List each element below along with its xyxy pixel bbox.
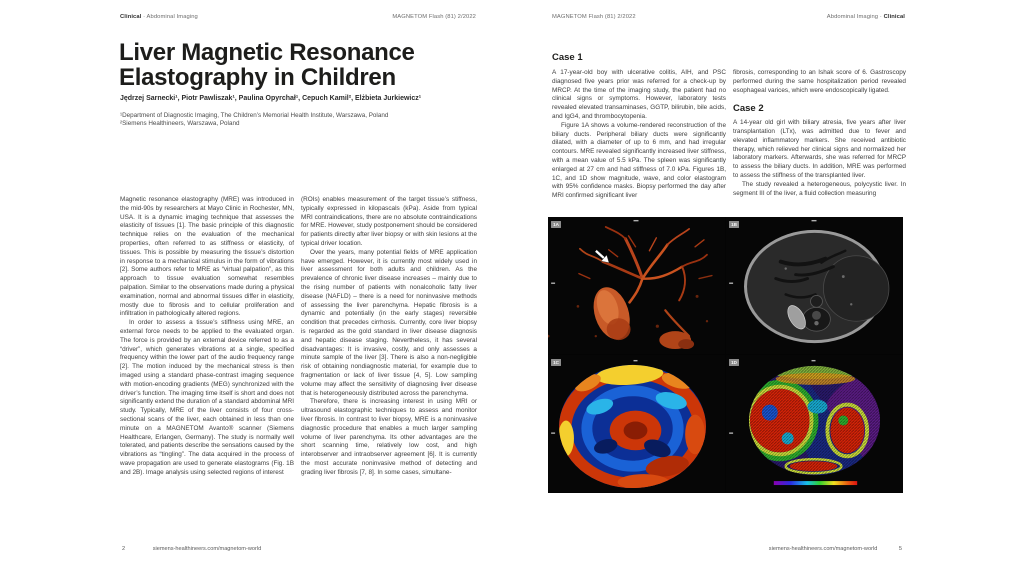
article-authors: Jędrzej Sarnecki¹, Piotr Pawliszak¹, Paulina Opyrchał¹, Cepuch Kamil², Elżbieta Jurkiewicz¹ [120,95,422,102]
body-paragraph: In order to assess a tissue’s stiffness using MRE, an external force needs to be applied to the evaluated organ. The force is provided by an external device referred to as a “driver”, which generates vibrations at a single, specified frequency within the lower part of the audio frequency range [2]. The motion induced by the mechanical stress is then imaged using a standard phase-contrast imaging sequence with motion-encoding gradients (MEG) synchronized with the driver’s function. The imaging time itself is short and does not significantly extend the duration of a standard abdominal MRI study. Typically, MRE of the liver consists of four cross-sectional scans of the liver, each obtained in less than one minute on a MAGNETOM Avanto® scanner (Siemens Healthcare, Erlangen, Germany). The study is normally well tolerated, and patients describe the sensations caused by the vibrations as “tingling”. The data acquired in the process of wave propagation are used to generate elastograms (Fig. 1B and 2B). Image analysis using selected regions of interest [120,319,294,476]
body-paragraph: Therefore, there is increasing interest in using MRI or ultrasound elastographic techniques to assess and monitor liver fibrosis. In contrast to liver biopsy, MRE is a noninvasive diagnostic procedure that enables a much larger sampling volume of liver parenchyma. Its other advantages are the short scanning time, relatively low cost, and high interobserver and intraobserver agreement [6]. It is currently the most accurate noninvasive method of detecting and grading liver fibrosis [7, 8]. In some cases, simultane- [301,398,477,476]
biliary-ducts-3d-render-image [548,217,725,354]
figure-panel-1c [548,355,725,492]
body-paragraph: A 17-year-old boy with ulcerative colitis, AIH, and PSC diagnosed five years prior was referred for a check-up by MRCP. At the time of the imaging study, the patient had no clinical signs or symptoms. However, laboratory tests revealed elevated transaminases, GGTP, bilirubin, bile acids, and IgG4, and thrombocytopenia. [552,69,726,120]
affiliation-line: ¹Department of Diagnostic Imaging, The Children’s Memorial Health Institute, Warszawa, Poland [120,112,389,119]
body-paragraph: fibrosis, corresponding to an Ishak score of 6. Gastroscopy performed during the same hospitalization period revealed esophageal varices, which were endoscopically ligated. [733,69,906,94]
page-number: 5 [898,546,902,552]
left-page-column-1 [120,196,294,478]
header-category-label: Clinical [883,14,905,20]
left-page-header-journal: MAGNETOM Flash (81) 2/2022 [392,14,476,20]
body-paragraph: A 14-year old girl with biliary atresia, five years after liver transplantation (LTx), was admitted due to fever and elevated inflammatory markers. She received antibiotic therapy, which relieved her clinical signs and normalized her laboratory markers. Afterwards, she was referred for MRCP to assess the biliary ducts. In addition, MRE was performed to assess the stiffness of the transplanted liver. [733,119,906,179]
figure-panel-1d [726,355,903,492]
case1-heading: Case 1 [552,52,583,63]
panel-label-1a: 1A [551,221,561,228]
article-title: Liver Magnetic Resonance Elastography in Children [119,39,415,91]
left-page-header-section [120,14,198,20]
right-page-header-journal: MAGNETOM Flash (81) 2/2022 [552,14,636,20]
body-paragraph: Over the years, many potential fields of MRE application have emerged. However, it is currently most widely used in liver assessment for both adults and children. As the prevalence of chronic liver disease increases – mainly due to the rising number of patients with nonalcoholic fatty liver disease (NAFLD) – there is a need for noninvasive methods of assessing the liver parenchyma. Hepatic fibrosis is a dynamic and potentially (in the early stages) reversible condition that precedes cirrhosis. Currently, core liver biopsy is regarded as the gold standard in liver disease diagnosis and hepatic disease staging. Nevertheless, it has several disadvantages: It is invasive, costly, and only assesses a minute sample of the liver [3]. There is also a non-negligible risk of obtaining nondiagnostic material, for example due to fragmentation or lack of liver tissue [4, 5]. Low sampling volume may affect the sensitivity of diagnosing liver disease that is heterogeneously distributed across the parenchyma. [301,248,477,397]
axial-mri-magnitude-image [726,217,903,354]
case2-heading: Case 2 [733,103,764,115]
footer-url: siemens-healthineers.com/magnetom-world [152,546,262,552]
body-paragraph: (ROIs) enables measurement of the target tissue’s stiffness, typically expressed in kilopascals (kPa). Aside from typical MRI contraindications, there are no absolute contraindications for MRE. However, study postponement should be considered for patients directly after liver biopsy or with skin lesions at the typical driver location. [301,196,477,247]
body-paragraph: Figure 1A shows a volume-rendered reconstruction of the biliary ducts. Peripheral biliary ducts were significantly dilated, with a diameter of up to 6 mm, and had irregular contours. MRE revealed significantly increased liver stiffness, with a mean value of 5.5 kPa. The spleen was significantly enlarged at 27 cm and had stiffness of 7.0 kPa. Figures 1B, 1C, and 1D show magnitude, wave, and color elastogram with 95% confidence masks. Biopsy performed the day after MRI confirmed significant liver [552,121,726,200]
left-page-footer [122,546,261,552]
left-page-column-2 [301,196,477,478]
mre-color-elastogram-image [726,355,903,492]
figure-panel-1a [548,217,725,354]
body-paragraph: The study revealed a heterogeneous, polycystic liver. In segment III of the liver, a fluid collection measuring [733,180,906,197]
figure-1-image-grid [548,217,903,493]
case1-column-1 [552,69,726,201]
article-affiliations [120,112,490,128]
case1-column-2 [733,69,906,198]
right-page-header-section [760,14,905,20]
panel-label-1d: 1D [729,359,739,366]
header-section-label: Abdominal Imaging · [826,14,882,20]
header-category-label: Clinical [120,14,142,20]
elastogram-color-scale-bar [774,481,857,485]
right-page-footer [640,546,902,552]
figure-panel-1b [726,217,903,354]
affiliation-line: ²Siemens Healthineers, Warszawa, Poland [120,120,240,128]
mre-wave-image [548,355,725,492]
panel-label-1c: 1C [551,359,561,366]
footer-url: siemens-healthineers.com/magnetom-world [768,546,878,552]
body-paragraph: Magnetic resonance elastography (MRE) was introduced in the mid-90s by researchers at Mayo Clinic in Rochester, MN, USA. It is a dynamic imaging technique that assesses the elasticity of tissues [1]. The basic principle of this diagnostic technique relies on the evaluation of the mechanical properties, often referred to as stiffness or elasticity, of tissues. This is possible by measuring the tissue’s distortion in response to a mechanical stimulus in the form of vibrations [2]. Some authors refer to MRE as “virtual palpation”, as this approach to tissue evaluation somewhat resembles palpation. Similar to the observations made during a physical examination, normal and abnormal tissues differ in elasticity, mostly due to fibrosis and to cellular proliferation and infiltration in pathologically altered regions. [120,196,294,318]
header-section-label: · Abdominal Imaging [143,14,198,20]
panel-label-1b: 1B [729,221,739,228]
page-number: 2 [122,546,126,552]
